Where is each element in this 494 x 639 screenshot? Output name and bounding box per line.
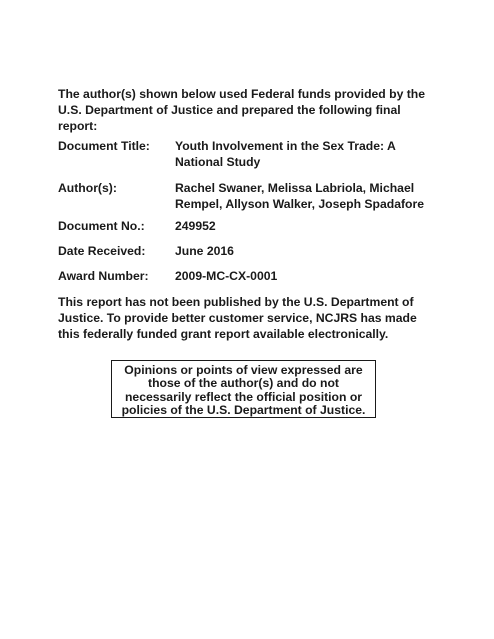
document-number-value: 249952	[175, 219, 216, 233]
document-title-value: Youth Involvement in the Sex Trade: A National Study	[175, 139, 396, 169]
award-number-value: 2009-MC-CX-0001	[175, 269, 278, 283]
disclaimer-box	[111, 360, 376, 418]
date-received-value: June 2016	[175, 244, 234, 258]
authors-value: Rachel Swaner, Melissa Labriola, Michael Rempel, Allyson Walker, Joseph Spadafore	[175, 181, 425, 211]
document-title-label: Document Title:	[58, 139, 150, 153]
date-received-label: Date Received:	[58, 244, 146, 258]
award-number-label: Award Number:	[58, 269, 149, 283]
disclaimer-text: Opinions or points of view expressed are those of the author(s) and do not necessarily reflect the official position or policies of the U.S. Department of Justice.	[121, 363, 366, 418]
authors-label: Author(s):	[58, 181, 117, 195]
intro-paragraph: The author(s) shown below used Federal funds provided by the U.S. Department of Justice and prepared the following final report:	[58, 87, 426, 133]
publication-notice: This report has not been published by the U.S. Department of Justice. To provide better customer service, NCJRS has made this federally funded grant report available electronically.	[58, 295, 417, 341]
document-number-label: Document No.:	[58, 219, 145, 233]
